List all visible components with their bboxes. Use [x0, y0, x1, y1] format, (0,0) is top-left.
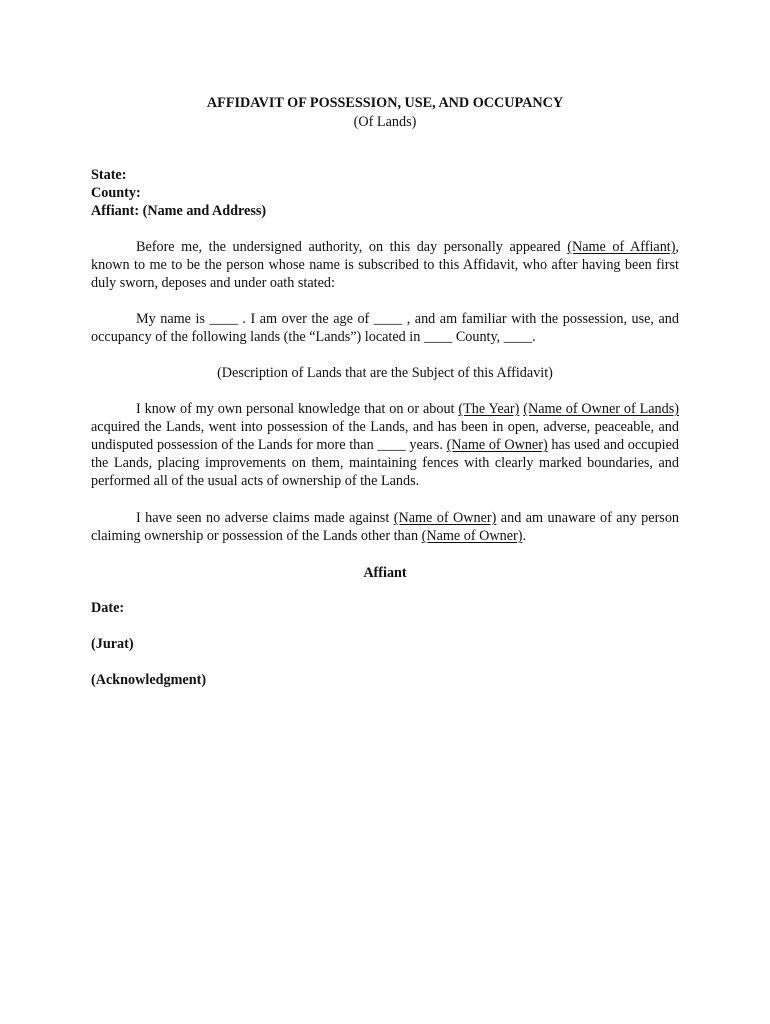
- paragraph-knowledge: [91, 400, 679, 490]
- paragraph-text: acquired the Lands, went into possession of the Lands, and has been in open, adverse, peaceable, and undisputed possession of the Lands for more than ____ years.: [91, 419, 679, 453]
- paragraph-text: and am unaware of any person claiming ownership or possession of the Lands other than: [91, 510, 680, 544]
- blank-name-of-owner-of-lands: (Name of Owner of Lands): [523, 401, 679, 417]
- paragraph-text: , known to me to be the person whose name is subscribed to this Affidavit, who after having been first duly sworn, deposes and under oath stated:: [91, 239, 680, 291]
- paragraph-text: My name is ____ . I am over the age of ____ , and am familiar with the possession, use, and occupancy of the following lands (the “Lands”) located in ____ County, ____.: [91, 311, 679, 345]
- jurat-label: (Jurat): [91, 636, 134, 652]
- paragraph-text: Before me, the undersigned authority, on this day personally appeared: [136, 239, 568, 255]
- blank-name-of-owner: (Name of Owner): [446, 437, 548, 453]
- affiant-field: Affiant: (Name and Address): [91, 203, 267, 219]
- paragraph-text: .: [522, 528, 526, 544]
- document-title: AFFIDAVIT OF POSSESSION, USE, AND OCCUPANCY: [206, 95, 564, 111]
- blank-name-of-owner: (Name of Owner): [421, 528, 523, 544]
- document-subtitle: (Of Lands): [353, 114, 417, 130]
- paragraph-adverse-claims: [91, 509, 679, 545]
- paragraph-text: I know of my own personal knowledge that on or about: [136, 401, 459, 417]
- state-field: State:: [91, 167, 127, 183]
- affiant-signature-label: Affiant: [363, 565, 407, 581]
- paragraph-appearance: [91, 238, 679, 292]
- blank-name-of-owner: (Name of Owner): [393, 510, 497, 526]
- county-field: County:: [91, 185, 141, 201]
- paragraph-text: has used and occupied the Lands, placing improvements on them, maintaining fences with clearly marked boundaries, and performed all of the usual acts of ownership of the Lands.: [91, 437, 679, 489]
- paragraph-text: I have seen no adverse claims made against: [136, 510, 394, 526]
- blank-name-of-affiant: (Name of Affiant): [567, 239, 676, 255]
- date-label: Date:: [91, 600, 125, 616]
- acknowledgment-label: (Acknowledgment): [91, 672, 207, 688]
- blank-the-year: (The Year): [458, 401, 520, 417]
- description-of-lands: (Description of Lands that are the Subject of this Affidavit): [217, 365, 553, 381]
- paragraph-statement: [91, 310, 679, 346]
